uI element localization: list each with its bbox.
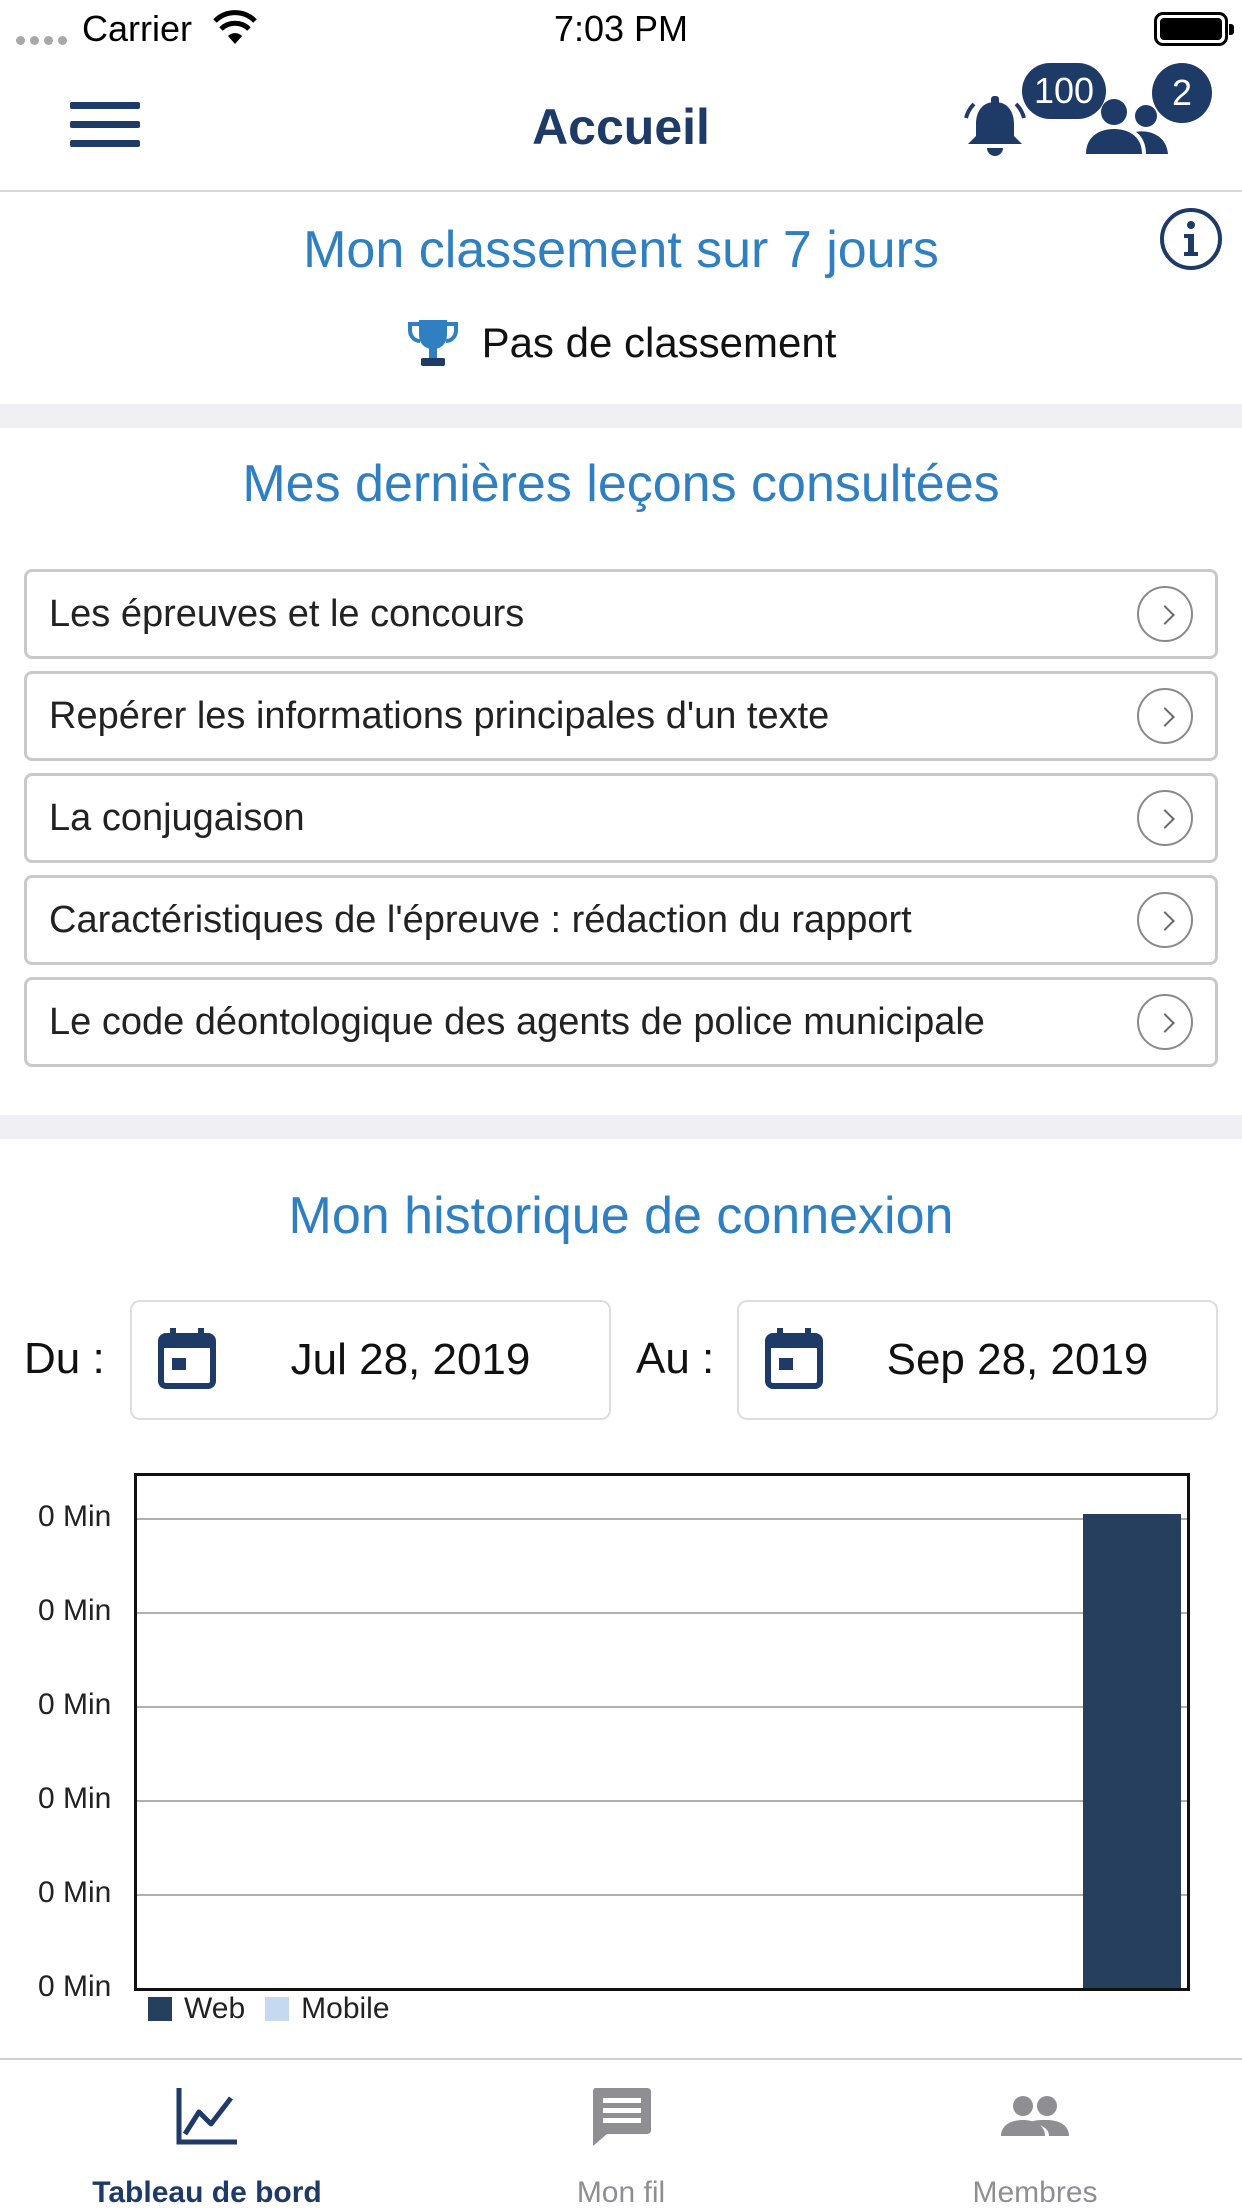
y-tick-label: 0 Min [38,1500,112,1533]
lesson-item[interactable] [24,773,1218,863]
carrier-label: Carrier [82,8,193,49]
ranking-status: Pas de classement [481,319,837,366]
y-tick-label: 0 Min [38,1876,112,1909]
legend-swatch-mobile [265,1997,289,2021]
legend-swatch-web [148,1997,172,2021]
status-time: 7:03 PM [553,8,689,49]
lesson-label: Repérer les informations principales d'un texte [49,695,830,737]
chevron-right-icon [1137,790,1193,846]
chart-gridline [137,1800,1187,1802]
tab-bar [0,2058,1242,2208]
section-separator [0,1115,1242,1139]
lesson-item[interactable] [24,569,1218,659]
battery-icon [1154,12,1228,46]
lessons-title: Mes dernières leçons consultées [242,455,1000,513]
to-date-value: Sep 28, 2019 [886,1335,1149,1384]
status-bar [0,0,1242,60]
ranking-row [0,316,1242,370]
tab-feed[interactable] [414,2060,828,2208]
tab-label: Membres [972,2176,1098,2208]
calendar-icon [765,1328,823,1390]
chart-legend [148,1992,410,2026]
chart-gridline [137,1518,1187,1520]
chevron-right-icon [1137,892,1193,948]
to-date-picker[interactable] [737,1300,1218,1420]
notifications-badge: 100 [1022,63,1106,119]
y-tick-label: 0 Min [38,1688,112,1721]
bell-icon[interactable] [962,96,1028,158]
history-title: Mon historique de connexion [288,1187,954,1245]
chart-gridline [137,1894,1187,1896]
legend-item-mobile [265,1992,389,2026]
y-tick-label: 0 Min [38,1594,112,1627]
section-separator [0,404,1242,428]
info-icon[interactable] [1158,206,1224,272]
members-badge: 2 [1152,63,1212,123]
chart-line-icon [175,2086,239,2146]
legend-label-mobile: Mobile [301,1992,390,2025]
chevron-right-icon [1137,994,1193,1050]
chevron-right-icon [1137,586,1193,642]
message-icon [589,2086,653,2148]
to-label: Au : [636,1334,715,1383]
from-date-picker[interactable] [130,1300,611,1420]
y-tick-label: 0 Min [38,1970,112,2003]
chart-bar-web [1083,1514,1181,1988]
lesson-item[interactable] [24,671,1218,761]
chevron-right-icon [1137,688,1193,744]
tab-label: Mon fil [576,2176,666,2208]
calendar-icon [158,1328,216,1390]
chart-gridline [137,1612,1187,1614]
tab-members[interactable] [828,2060,1242,2208]
chart-gridline [137,1706,1187,1708]
nav-bar [0,60,1242,192]
group-icon [999,2086,1071,2146]
y-tick-label: 0 Min [38,1782,112,1815]
legend-item-web [148,1992,245,2026]
tab-label: Tableau de bord [92,2176,322,2208]
lesson-label: Les épreuves et le concours [49,593,525,635]
ranking-title: Mon classement sur 7 jours [303,221,939,279]
lesson-label: Le code déontologique des agents de police municipale [49,1001,985,1043]
lesson-item[interactable] [24,977,1218,1067]
from-label: Du : [24,1334,105,1383]
connection-history-chart [134,1473,1190,1991]
tab-dashboard[interactable] [0,2060,414,2208]
page-title: Accueil [532,99,710,155]
lesson-item[interactable] [24,875,1218,965]
lesson-label: Caractéristiques de l'épreuve : rédaction du rapport [49,899,912,941]
from-date-value: Jul 28, 2019 [290,1335,531,1384]
trophy-icon [406,316,460,370]
lesson-label: La conjugaison [49,797,305,839]
legend-label-web: Web [184,1992,246,2025]
